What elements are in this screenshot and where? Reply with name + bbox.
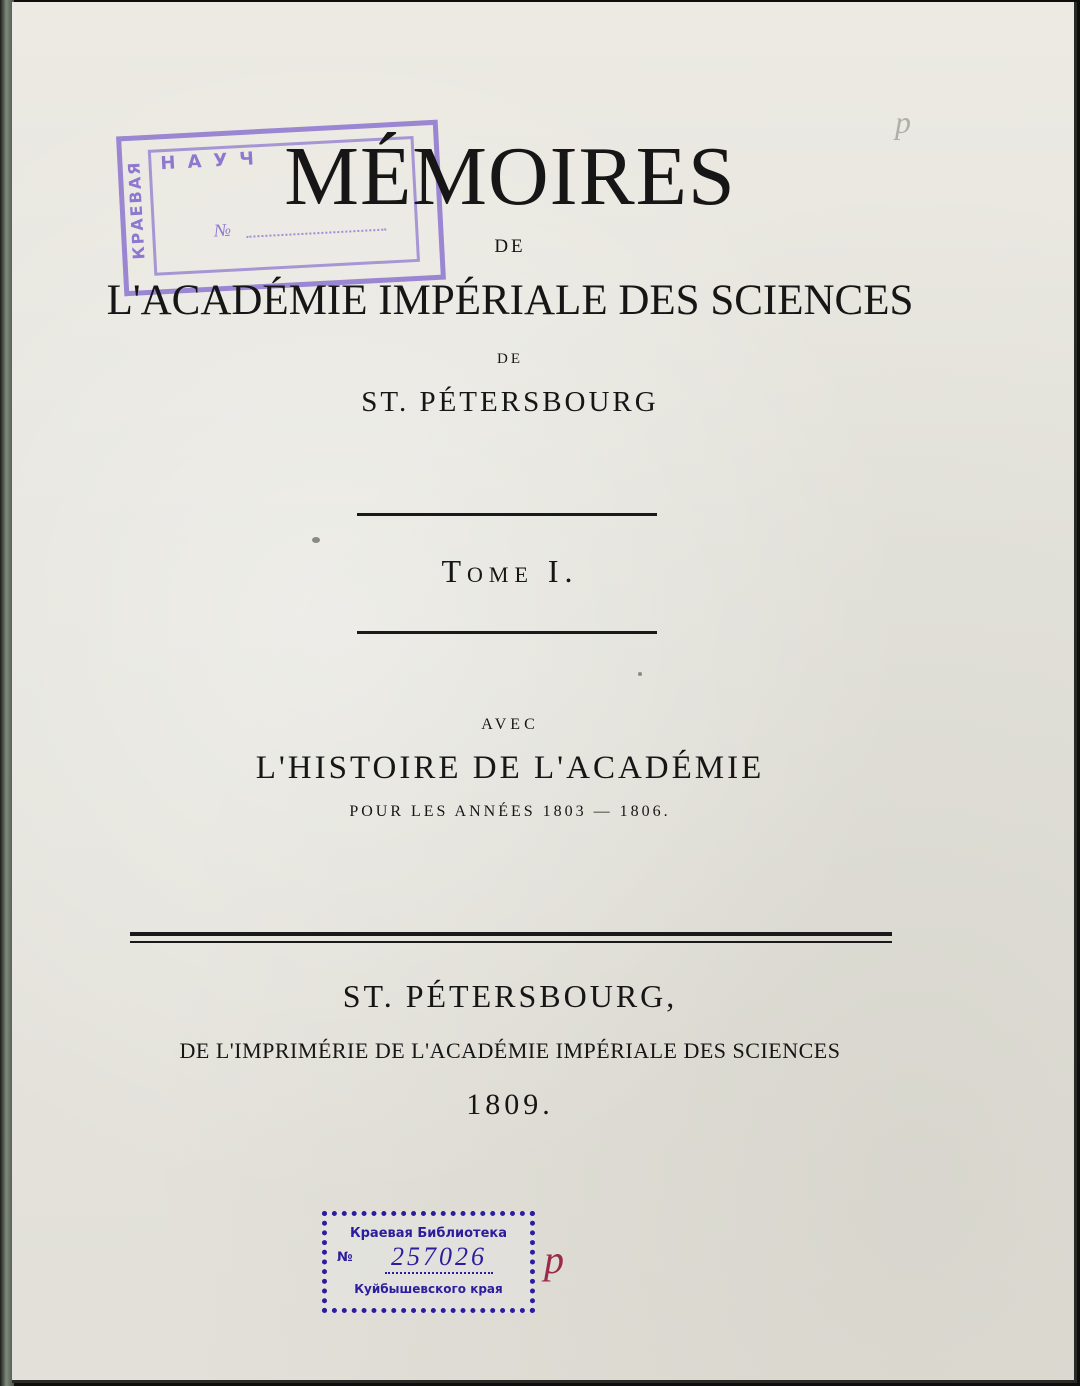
history-title: L'HISTOIRE DE L'ACADÉMIE	[255, 750, 765, 786]
years-line: POUR LES ANNÉES 1803 — 1806.	[349, 803, 671, 820]
stamp-head-text: НАУЧ	[159, 147, 267, 175]
stamp-library-name: Краевая Библиотека	[350, 1226, 507, 1241]
paper-speck	[638, 672, 642, 676]
double-rule-thick	[130, 932, 892, 936]
rule-below-volume	[357, 631, 657, 634]
library-stamp-bottom	[322, 1211, 535, 1313]
title-de-2: DE	[497, 351, 523, 367]
stamp-side-text: КРАЕВАЯ	[124, 160, 149, 261]
imprint-year: 1809.	[466, 1088, 554, 1121]
double-rule-thin	[130, 941, 892, 943]
volume-label: Tome I.	[441, 553, 579, 589]
stamp-number-label: №	[213, 219, 232, 241]
rule-above-volume	[357, 513, 657, 516]
paper-speck	[312, 537, 320, 543]
handwritten-mark-bottom: p	[544, 1237, 564, 1282]
main-title: MÉMOIRES	[284, 130, 736, 223]
city-title: ST. PÉTERSBOURG	[361, 386, 659, 418]
imprint-city: ST. PÉTERSBOURG,	[342, 978, 678, 1014]
stamp-region-name: Куйбышевского края	[354, 1282, 503, 1296]
stamp-number-label: №	[337, 1250, 353, 1265]
stamp-inventory-number: 257026	[385, 1242, 493, 1274]
title-de-1: DE	[494, 236, 526, 257]
handwritten-mark-top: p	[895, 104, 911, 140]
avec-label: AVEC	[481, 716, 539, 733]
academy-title: L'ACADÉMIE IMPÉRIALE DES SCIENCES	[106, 277, 914, 324]
imprint-press: DE L'IMPRIMÉRIE DE L'ACADÉMIE IMPÉRIALE DES SCIENCES	[179, 1038, 841, 1063]
